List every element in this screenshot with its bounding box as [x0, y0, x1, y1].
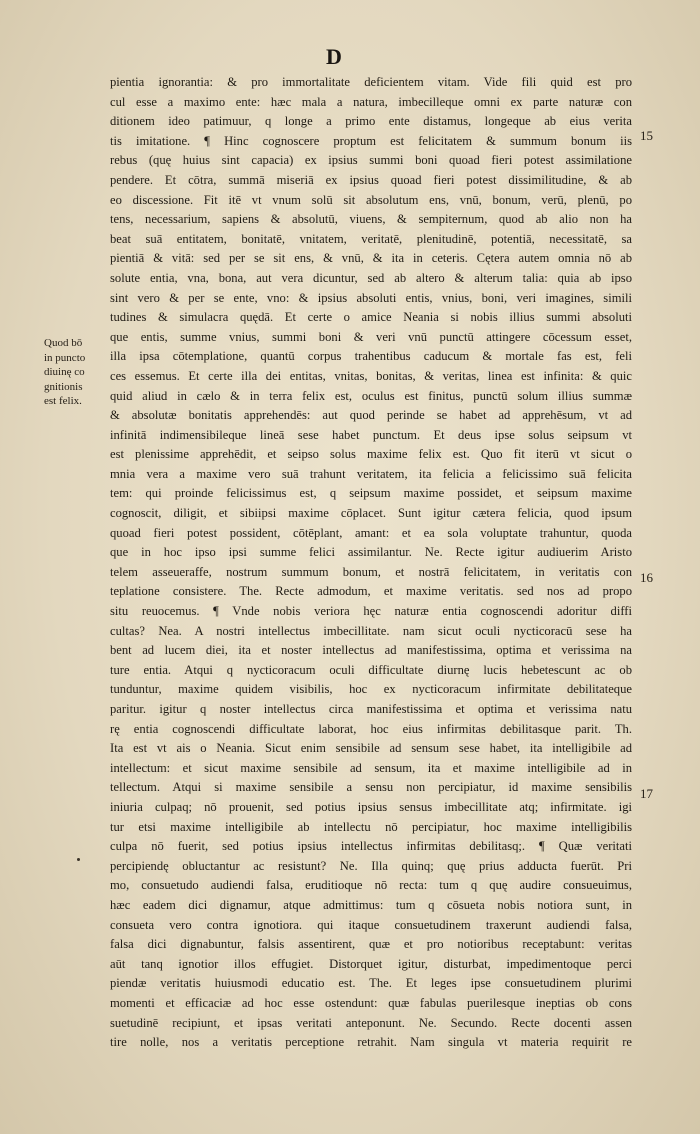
text-line: illa ipsa cōtemplatione, quantū corpus trahentibus caducum & mortale fas est, feli	[110, 349, 632, 364]
text-line: que in hoc ipso ipsi summe felici assimilantur. Ne. Recte igitur audiuerim Aristo	[110, 545, 632, 560]
text-line: Ita est vt ais o Neania. Sicut enim sensibile ad sensum sese habet, ita intelligibile ad	[110, 741, 632, 756]
text-line: pientia ignorantia: & pro immortalitate deficientem vitam. Vide fili quid est pro	[110, 75, 632, 89]
text-line: paritur. igitur q noster intellectus circa manifestissima et optima et verissima natu	[110, 702, 632, 716]
marginal-note-line: est felix.	[44, 395, 82, 407]
text-line: mo, consuetudo audiendi falsa, eruditioque nō recta: tum q quę audire consueuimus,	[110, 878, 632, 893]
text-line: mnia vera a maxime vero suā trahunt veritatem, ita felicia a felicissimo suā felicita	[110, 466, 632, 481]
text-line: teplatione consistere. The. Recte admodum, et maxime veritatis. sed nos ad propo	[110, 584, 632, 599]
text-line: eo discessione. Fit itē vt vnum solū sit absolutum ens, vnū, bonum, verū, plenū, po	[110, 192, 632, 207]
section-number-17: 17	[640, 786, 653, 801]
text-line: solute entia, vna, bona, aut vera dicuntur, sed ab altero & alterum talia: quia ab ipso	[110, 270, 632, 285]
marginal-note-line: diuinę co	[44, 366, 85, 378]
text-line: quid aliud in cælo & in terra felix est, oculus est finitus, punctū solum illius summæ	[110, 388, 632, 403]
body-text	[110, 73, 632, 1053]
text-line: tudines & simulacra quędā. Et certe o amice Neania si nobis illius summi absoluti	[110, 310, 632, 325]
text-line: situ reuocemus. ¶ Vnde nobis veriora hęc naturæ entia cognoscendi adoritur diffi	[110, 604, 632, 619]
text-line: tem: qui proinde felicissimus est, q seipsum maxime possidet, et seipsum maxime	[110, 486, 632, 501]
text-line: bent ad lucem diei, ita et noster intellectus ad manifestissima, optima et verissima na	[110, 643, 632, 658]
section-number-15: 15	[640, 128, 653, 143]
text-line: cul esse a maximo ente: hæc mala a natura, imbecilleque omni ex parte naturæ con	[110, 94, 632, 109]
text-line: est plenissime apprehēdit, et seipso solus maxime felix est. Quo fit iterū vt sicut o	[110, 447, 632, 462]
marginal-note-line: Quod bō	[44, 337, 83, 349]
text-line: ture entia. Atqui q nycticoracum oculi difficultate diurnę lucis hebetescunt ac ob	[110, 662, 632, 677]
text-line: rebus (quę huius sint capacia) ex ipsius summi boni quoad fieri potest assimilatione	[110, 153, 632, 168]
text-line: ditionem ideo patimuur, q longe a primo ente distamus, longeque ab eius verita	[110, 114, 632, 129]
text-line: aūt tanq ignotior illos effugiet. Distorquet igitur, disturbat, impedimentoque perci	[110, 956, 632, 971]
text-line: cultas? Nea. A nostri intellectus imbecillitate. nam sicut oculi nycticoracū sese ha	[110, 623, 632, 638]
text-line: infinitā indimensibileque lineā sese habet punctum. Et deus ipse solus seipsum vt	[110, 427, 632, 442]
text-line: momenti et efficaciæ ad hoc esse ostendunt: quæ fabulas puerilesque ineptias ob cons	[110, 995, 632, 1010]
text-line: pientiā & vitā: sed per se sit ens, & vnū, & ita in ceteris. Cętera autem omnia nō ab	[110, 251, 632, 266]
text-line: cognoscit, diligit, et sibiipsi maxime cōplacet. Sunt igitur cætera felicia, quod ipsum	[110, 506, 632, 521]
text-line: sint vero & per se ente, vno: & ipsius absoluti entis, vnius, boni, veri imagines, simili	[110, 290, 632, 305]
text-line: ces essemus. Et certe illa dei entitas, vnitas, bonitas, & veritas, linea est infinita: & quic	[110, 368, 632, 383]
text-line: pendere. Et cōtra, summā miseriā ex ipsius quoad fieri potest dissimilitudine, & ab	[110, 172, 632, 187]
text-line: intellectum: et sicut maxime sensibile ad sensum, ita et maxime intelligibile ad in	[110, 760, 632, 775]
text-line: tis imitatione. ¶ Hinc cognoscere proptum est felicitatem & summum bonum iis	[110, 133, 632, 148]
text-line: rę entia cognoscendi difficultate laborat, hoc eius infirmitas debilitasque parit. Th.	[110, 721, 632, 736]
marginal-note-line: gnitionis	[44, 380, 83, 393]
section-number-16: 16	[640, 570, 653, 585]
text-line: falsa dici dignabuntur, falsis assentirent, quæ et pro notioribus receptabunt: veritas	[110, 937, 632, 952]
text-line: consueta vero contra ignotiora. qui itaque consuetudinem traxerunt audiendi falsa,	[110, 917, 632, 932]
signature-mark: D	[326, 44, 343, 69]
text-line: quoad fieri potest possident, cōtēplant, amant: et ea sola voluptate trahuntur, quoda	[110, 525, 632, 540]
text-line: tire nolle, nos a veritatis perceptione retrahit. Nam singula vt materia requirit re	[110, 1035, 632, 1050]
text-line: piendæ veritatis huiusmodi educatio est. The. Et leges ipse consuetudinem plurimi	[110, 976, 632, 991]
text-line: suetudinē recipiunt, et ipsas veritati anteponunt. Ne. Secundo. Recte docenti assen	[110, 1015, 632, 1030]
ink-speck	[77, 858, 80, 861]
text-line: telem asseueraffe, nostrum summum bonum, et nostrā felicitatem, in veritatis con	[110, 564, 632, 579]
text-line: hæc eadem dici dignamur, atque admittimus: tum q cōsueta nobis notiora sunt, in	[110, 897, 632, 912]
text-line: que entis, summe vnius, summi boni & veri vnū punctū attingere cōcessum esset,	[110, 329, 632, 344]
text-line: beat suā entitatem, bonitatē, vnitatem, veritatē, plenitudinē, potentiā, necessitatē, sa	[110, 231, 632, 246]
text-line: tens, necessarium, sapiens & absolutū, viuens, & sempiternum, quod ab alio non ha	[110, 212, 632, 227]
text-line: tur etsi maxime intelligibile ab intellectu nō percipiatur, hoc maxime intelligibilis	[110, 819, 632, 834]
text-line: iniuria culpaq; nō prouenit, sed potius ipsius sensus imbecillitate atq; infirmitate. igi	[110, 799, 632, 814]
text-line: culpa nō fuerit, sed potius ipsius intellectus infirmitas debilitasq;. ¶ Quæ veritati	[110, 839, 632, 854]
text-line: & absolutæ bonitatis apprehendēs: aut quod perinde se habet ad apprehēsum, vt ad	[110, 408, 632, 423]
text-line: percipiendę obluctantur ac resistunt? Ne. Illa quinq; quę prius adducta fuerūt. Pri	[110, 858, 632, 873]
text-line: tunduntur, maxime quidem visibilis, hoc ex nycticoracum infirmitate debilitateque	[110, 682, 632, 697]
marginal-note	[44, 336, 106, 409]
text-line: tellectum. Atqui si maxime sensibile a sensu non percipiatur, id maxime sensibilis	[110, 780, 632, 795]
marginal-note-line: in puncto	[44, 351, 86, 364]
